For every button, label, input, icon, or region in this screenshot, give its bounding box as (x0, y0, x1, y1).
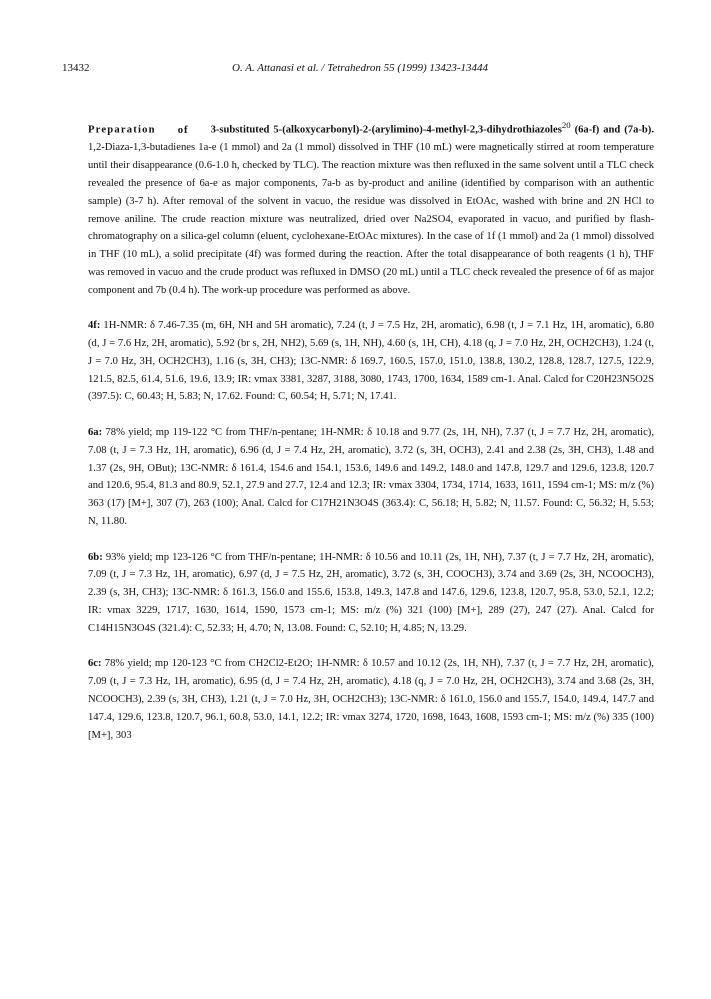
section-title-compounds: (6a-f) and (7a-b). (574, 124, 654, 136)
section-title: 3-substituted 5-(alkoxycarbonyl)-2-(arylimino)-4-methyl-2,3-dihydrothiazoles (210, 124, 562, 136)
compound-label: 4f: (88, 320, 101, 332)
page-body (88, 117, 654, 744)
compound-data: 1H-NMR: δ 7.46-7.35 (m, 6H, NH and 5H aromatic), 7.24 (t, J = 7.5 Hz, 2H, aromatic), 6.98 (t, J = 7.1 Hz, 1H, aromatic), 6.80 (d, J = 7.6 Hz, 2H, aromatic), 5.92 (br s, 2H, NH2), 5.69 (s, 1H, NH), 4.60 (s, 1H, CH), 4.18 (q, J = 7.0 Hz, 2H, OCH2CH3), 1.24 (t, J = 7.0 Hz, 3H, OCH2CH3), 1.16 (s, 3H, CH3); 13C-NMR: δ 169.7, 160.5, 157.0, 151.0, 138.8, 130.2, 128.8, 128.7, 127.5, 122.9, 121.5, 82.5, 61.4, 51.6, 19.6, 13.9; IR: vmax 3381, 3287, 3188, 3080, 1743, 1700, 1634, 1589 cm-1. Anal. Calcd for C20H23N5O2S (397.5): C, 60.43; H, 5.83; N, 17.62. Found: C, 60.54; H, 5.71; N, 17.41. (88, 320, 654, 403)
procedure-paragraph (88, 117, 654, 300)
compound-label: 6b: (88, 551, 103, 563)
procedure-text: 1,2-Diaza-1,3-butadienes 1a-e (1 mmol) and 2a (1 mmol) dissolved in THF (10 mL) were magnetically stirred at room temperature until their disappearance (0.6-1.0 h, checked by TLC). The reaction mixture was then refluxed in the same solvent until a TLC check revealed the presence of 6a-e as major components, 7a-b as by-product and aniline (identified by comparison with an authentic sample) (3-7 h). After removal of the solvent in vacuo, the residue was dissolved in EtOAc, washed with brine and 2N HCl to remove aniline. The crude reaction mixture was neutralized, dried over Na2SO4, evaporated in vacuo, and purified by flash-chromatography on a silica-gel column (eluent, cyclohexane-EtOAc mixtures). In the case of 1f (1 mmol) and 2a (1 mmol) dissolved in THF (10 mL), a solid precipitate (4f) was formed during the reaction. After the total disappearance of both reagents (1 h), THF was removed in vacuo and the crude product was refluxed in DMSO (20 mL) until a TLC check revealed the presence of 6f as major component and 7b (0.4 h). The work-up procedure was performed as above. (88, 142, 654, 296)
compound-data: 78% yield; mp 120-123 °C from CH2Cl2-Et2O; 1H-NMR: δ 10.57 and 10.12 (2s, 1H, NH), 7.37 (t, J = 7.7 Hz, 2H, aromatic), 7.09 (t, J = 7.3 Hz, 1H, aromatic), 6.95 (d, J = 7.4 Hz, 2H, aromatic), 4.18 (q, J = 7.0 Hz, 2H, OCH2CH3), 3.74 and 3.68 (2s, 3H, NCOOCH3), 2.39 (s, 3H, CH3), 1.21 (t, J = 7.0 Hz, 3H, OCH2CH3); 13C-NMR: δ 161.0, 156.0 and 155.7, 154.0, 149.4, 147.7 and 147.4, 129.6, 123.8, 120.7, 96.1, 60.8, 53.0, 14.1, 12.2; IR: vmax 3274, 1720, 1698, 1643, 1608, 1593 cm-1; MS: m/z (%) 335 (100) [M+], 303 (88, 658, 654, 741)
compound-data: 78% yield; mp 119-122 °C from THF/n-pentane; 1H-NMR: δ 10.18 and 9.77 (2s, 1H, NH), 7.37 (t, J = 7.7 Hz, 2H, aromatic), 7.08 (t, J = 7.3 Hz, 1H, aromatic), 6.96 (d, J = 7.4 Hz, 2H, aromatic), 3.72 (s, 3H, OCH3), 2.41 and 2.38 (2s, 3H, CH3), 1.48 and 1.37 (2s, 9H, OBut); 13C-NMR: δ 161.4, 154.6 and 154.1, 153.6, 149.6 and 149.2, 148.0 and 147.8, 129.7 and 129.6, 123.8, 120.7 and 120.6, 95.4, 81.3 and 80.9, 52.1, 27.9 and 27.7, 12.4 and 12.3; IR: vmax 3304, 1734, 1714, 1633, 1611, 1594 cm-1; MS: m/z (%) 363 (17) [M+], 307 (7), 263 (100); Anal. Calcd for C17H21N3O4S (363.4): C, 56.18; H, 5.82; N, 11.57. Found: C, 56.32; H, 5.53; N, 11.80. (88, 427, 654, 528)
compound-label: 6c: (88, 658, 102, 670)
compound-entry-4f (88, 317, 654, 406)
page-number: 13432 (62, 62, 90, 74)
running-head: O. A. Attanasi et al. / Tetrahedron 55 (1999) 13423-13444 (232, 62, 489, 74)
section-title-reference: 20 (561, 120, 571, 130)
section-title-word-2: of (177, 124, 189, 136)
section-title-word-1: Preparation (88, 124, 156, 136)
compound-entry-6c (88, 655, 654, 744)
compound-label: 6a: (88, 427, 103, 439)
compound-data: 93% yield; mp 123-126 °C from THF/n-pentane; 1H-NMR: δ 10.56 and 10.11 (2s, 1H, NH), 7.37 (t, J = 7.7 Hz, 2H, aromatic), 7.09 (t, J = 7.3 Hz, 1H, aromatic), 6.97 (d, J = 7.5 Hz, 2H, aromatic), 3.72 (s, 3H, COOCH3), 3.74 and 3.69 (2s, 3H, NCOOCH3), 2.39 (s, 3H, CH3); 13C-NMR: δ 161.3, 156.0 and 155.6, 153.8, 149.3, 147.8 and 147.6, 129.6, 123.8, 120.7, 95.8, 53.0, 52.1, 12.2; IR: vmax 3229, 1717, 1630, 1614, 1590, 1573 cm-1; MS: m/z (%) 321 (100) [M+], 289 (27), 247 (27). Anal. Calcd for C14H15N3O4S (321.4): C, 52.33; H, 4.70; N, 13.08. Found: C, 52.10; H, 4.85; N, 13.29. (88, 551, 654, 634)
compound-entry-6a (88, 424, 654, 531)
compound-entry-6b (88, 549, 654, 638)
